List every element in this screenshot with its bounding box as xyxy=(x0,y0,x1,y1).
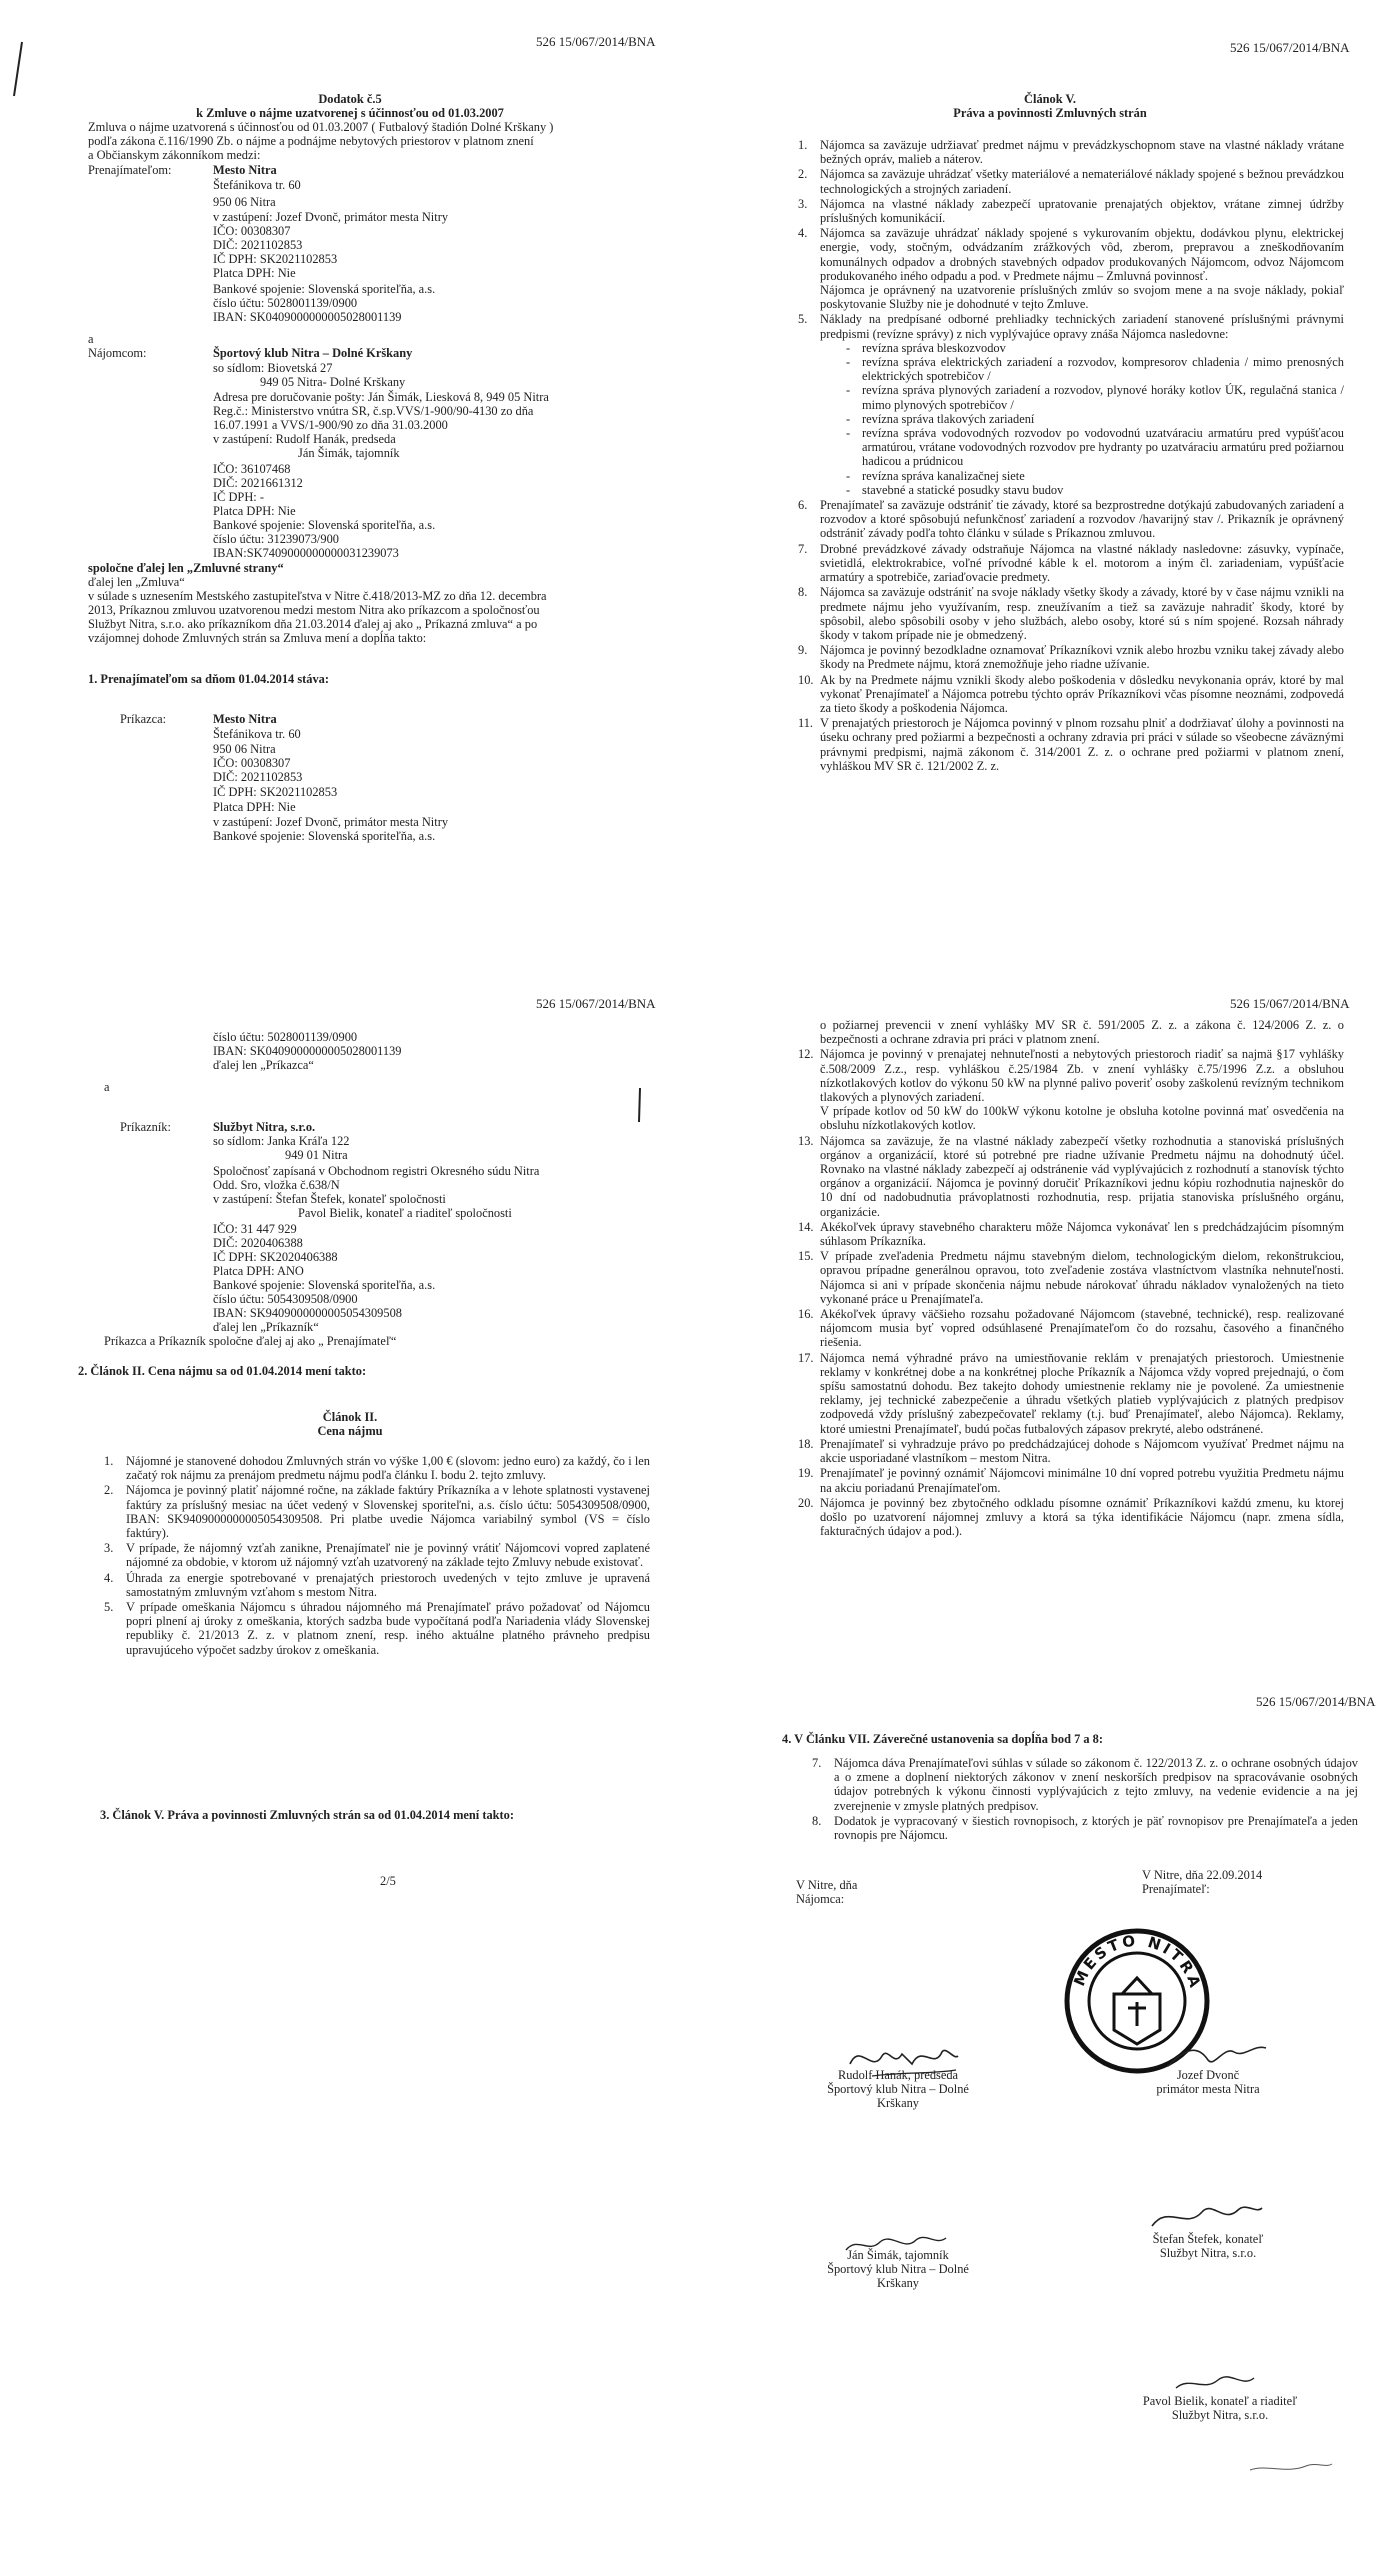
doc-reference: 526 15/067/2014/BNA xyxy=(536,34,656,49)
landlord-line: DIČ: 2021102853 xyxy=(213,238,303,252)
joint-line: 2013, Príkaznou zmluvou uzatvorenou medzi mestom Nitra ako príkazcom a spoločnosťou xyxy=(88,603,540,617)
tenant-line: 949 05 Nitra- Dolné Krškany xyxy=(260,375,406,389)
item-text: V prenajatých priestoroch je Nájomca povinný v plnom rozsahu plniť a dodržiavať úlohy a povinnosti na úseku ochrany pred požiarmi a bezpečnosti a ochrany zdravia pri práci v súlade so všeobecne záväznými právnymi predpismi, najmä zákonom č. 314/2001 Z. z. o ochrane pred požiarmi v platnom znení, vyhláškou MV SR č. 121/2002 Z. z. xyxy=(820,716,1344,773)
place-date-left: V Nitre, dňa xyxy=(796,1878,858,1892)
tenant-name: Športový klub Nitra – Dolné Krškany xyxy=(213,346,413,360)
article-item xyxy=(798,1496,1344,1539)
article-5-title: Článok V. xyxy=(1024,92,1076,106)
item-text: Nájomné je stanovené dohodou Zmluvných strán vo výške 1,00 € (slovom: jedno euro) za každý, čo i len začatý rok nájmu za prenájom predmetu nájmu podľa článku I. bodu 2. tejto zmluvy. xyxy=(126,1454,650,1483)
item-number: 9. xyxy=(798,643,808,658)
revision-list-item: - revízna správa tlakových zariadení xyxy=(846,412,1344,426)
revision-list-item: - revízna správa elektrických zariadení a rozvodov, kompresorov chladenia / mimo prenosných elektrických spotrebičov / xyxy=(846,355,1344,383)
item-number: 13. xyxy=(798,1133,814,1148)
item-text: Drobné prevádzkové závady odstraňuje Nájomca na vlastné náklady nasledovne: zásuvky, vypínače, svietidlá, elektrokrabice, voľné prívodné káble k el. motorom a iným čl. zariadeniam, vypúšťacie armatúry a spotrebiče, zariaďovacie predmety. xyxy=(820,541,1344,585)
article-item xyxy=(798,1220,1344,1248)
agent-line: 949 01 Nitra xyxy=(285,1148,348,1162)
article-item xyxy=(798,1018,1344,1046)
signature-block-hanak xyxy=(808,2068,988,2111)
landlord-line: IČO: 00308307 xyxy=(213,224,291,238)
section-3-heading: 3. Článok V. Práva a povinnosti Zmluvných strán sa od 01.04.2014 mení takto: xyxy=(100,1808,514,1822)
article-item xyxy=(104,1483,650,1540)
agent-line: DIČ: 2020406388 xyxy=(213,1236,303,1250)
item-number: 2. xyxy=(798,167,808,182)
signatory-org: Službyt Nitra, s.r.o. xyxy=(1159,2246,1257,2261)
article-item xyxy=(798,167,1344,195)
item-text: Nájomca sa zaväzuje odstrániť na svoje náklady všetky škody a závady, ktoré by v čase nájmu vznikli na predmete nájmu jeho využívaním, resp. zneužívaním a tiež sa zaväzuje nahradiť škody, ktoré by spôsobil, alebo spôsobili osoby v jeho službách, alebo osoby, ktoré sú s ním spojené. Rozsah náhrady škody v takom prípade nie je obmedzený. xyxy=(820,585,1344,642)
doc-reference: 526 15/067/2014/BNA xyxy=(536,996,656,1011)
item-text: o požiarnej prevencii v znení vyhlášky MV SR č. 591/2005 Z. z. a zákona č. 124/2006 Z. z. o bezpečnosti a ochrane zdravia pri práci v platnom znení. xyxy=(820,1018,1344,1047)
item-text: Nájomca je povinný v prenajatej nehnuteľnosti a nebytových priestoroch riadiť sa najmä §17 vyhlášky č.508/2009 Z.z., resp. vyhláškou č.25/1984 Zb. v znení vyhlášky č.75/1996 Z.z. a obsluhou nízkotlakových kotlov do výkonu 50 kW na plynné palivo poveriť osoby zaškolenú revízným technikom tlakových a plynových zariadení. xyxy=(820,1047,1344,1105)
article-7-items xyxy=(812,1756,1358,1843)
item-text: Nájomca sa zaväzuje udržiavať predmet nájmu v prevádzkyschopnom stave na vlastné náklady vrátane bežných opráv, malieb a náterov. xyxy=(820,138,1344,167)
item-number: 2. xyxy=(104,1483,114,1498)
landlord-line: Bankové spojenie: Slovenská sporiteľňa, a.s. xyxy=(213,282,436,296)
agent-line: číslo účtu: 5054309508/0900 xyxy=(213,1292,358,1306)
doc-reference: 526 15/067/2014/BNA xyxy=(1230,996,1350,1011)
parties-joint-line: Príkazca a Príkazník spoločne ďalej aj ako „ Prenajímateľ“ xyxy=(104,1334,397,1348)
item-number: 3. xyxy=(104,1541,114,1556)
margin-pen-mark xyxy=(8,40,28,100)
item-number: 19. xyxy=(798,1466,814,1481)
agent-line: Platca DPH: ANO xyxy=(213,1264,304,1278)
seal-lettering: MESTO NITRA xyxy=(1070,1931,1205,1993)
section-4-heading: 4. V Článku VII. Záverečné ustanovenia sa dopĺňa bod 7 a 8: xyxy=(782,1732,1103,1746)
principal-line: Platca DPH: Nie xyxy=(213,800,296,814)
item-text: Nájomca je povinný bezodkladne oznamovať Príkazníkovi vznik alebo hrozbu vzniku takej závady alebo škody na Predmete nájmu, ktorá znemožňuje jeho riadne užívanie. xyxy=(820,643,1344,672)
item-number: 7. xyxy=(812,1756,822,1770)
agent-line: IBAN: SK9409000000005054309508 xyxy=(213,1306,402,1320)
tenant-line: číslo účtu: 31239073/900 xyxy=(213,532,339,546)
revision-list-item: - revízna správa kanalizačnej siete xyxy=(846,469,1344,483)
article-item xyxy=(798,498,1344,541)
landlord-name: Mesto Nitra xyxy=(213,163,277,177)
page-1 xyxy=(0,0,700,970)
landlord-line: 950 06 Nitra xyxy=(213,195,276,209)
article-item xyxy=(104,1541,650,1569)
landlord-line: v zastúpení: Jozef Dvonč, primátor mesta Nitry xyxy=(213,210,449,224)
tenant-line: IČ DPH: - xyxy=(213,490,264,504)
article-item xyxy=(798,585,1344,642)
article-item xyxy=(798,1307,1344,1350)
and-separator: a xyxy=(88,332,94,346)
signatory-name: Jozef Dvonč xyxy=(1176,2068,1240,2082)
article-5-subtitle: Práva a povinnosti Zmluvných strán xyxy=(953,106,1147,120)
margin-pen-mark xyxy=(634,1086,646,1126)
principal-name: Mesto Nitra xyxy=(213,712,277,726)
tenant-label: Nájomcom: xyxy=(88,346,147,360)
article-item xyxy=(798,138,1344,166)
svg-text:MESTO NITRA xyxy=(1070,1932,1205,1993)
signatory-org: Športový klub Nitra – Dolné Krškany xyxy=(827,2262,969,2291)
item-text: Nájomca dáva Prenajímateľovi súhlas v súlade so zákonom č. 122/2013 Z. z. o ochrane osobných údajov a o zmene a doplnení niektorých zákonov v znení neskorších predpisov na spracovávanie osobných údajov potrebných k výkonu činnosti vyplývajúcich z tejto zmluvy, na vedenie evidencie a na jej zverejnenie v zmysle platných predpisov. xyxy=(834,1756,1358,1813)
principal-line: Štefánikova tr. 60 xyxy=(213,727,301,741)
article-item xyxy=(798,673,1344,716)
item-text: Nájomca sa zaväzuje, že na vlastné náklady zabezpečí všetky rozhodnutia a stanoviská príslušných orgánov a organizácií, ktoré sú potrebné pre riadne užívanie Predmetu nájmu na dohodnutý účel. Rovnako na vlastné náklady zabezpečí aj odstránenie vád vyplývajúcich z rozhodnutí a stanovísk týchto orgánov a organizácií. Nájomca je povinný doručiť Príkazníkovi jednu kópiu rozhodnutia najneskôr do 10 dní od nadobudnutia právoplatnosti rozhodnutia, resp. prijatia stanoviska príslušného orgánu, organizácie. xyxy=(820,1133,1344,1219)
intro-line: podľa zákona č.116/1990 Zb. o nájme a podnájme nebytových priestorov v platnom znení xyxy=(88,134,534,148)
item-text: Akékoľvek úpravy väčšieho rozsahu požadované Nájomcom (stavebné, technické), resp. realizované nájomcom musia byť vopred odsúhlasené Prenajímateľom čo do rozsahu, časového a finančného riešenia. xyxy=(820,1307,1344,1350)
page-number: 2/5 xyxy=(380,1874,396,1888)
article-item xyxy=(798,1437,1344,1465)
principal-line: DIČ: 2021102853 xyxy=(213,770,303,784)
principal-line: v zastúpení: Jozef Dvonč, primátor mesta Nitry xyxy=(213,815,449,829)
landlord-line: IBAN: SK0409000000005028001139 xyxy=(213,310,402,324)
item-text: Akékoľvek úpravy stavebného charakteru môže Nájomca vykonávať len s predchádzajúcim písomným súhlasom Príkazníka. xyxy=(820,1219,1344,1249)
item-text: Prenajímateľ si vyhradzuje právo po predchádzajúcej dohode s Nájomcom využívať Predmet nájmu na akcie usporiadané vlastníkom – mestom Nitra. xyxy=(820,1436,1344,1466)
item-text: Nájomca sa zaväzuje uhrádzať náklady spojené s vykurovaním objektu, dodávkou plynu, elektrickej energie, vody, stočným, odvádzaním zrážkových vôd, zberom, prepravou a zneškodňovaním komunálnych odpadov a drobných stavebných odpadov produkovaných Nájomcom, odvoz Nájomcom produkovaného iného odpadu a pod. v Predmete nájmu – Zmluvná povinnosť. xyxy=(820,226,1344,283)
landlord-line: IČ DPH: SK2021102853 xyxy=(213,252,338,266)
section-1-heading: 1. Prenajímateľom sa dňom 01.04.2014 stáva: xyxy=(88,672,329,686)
tenant-line: Bankové spojenie: Slovenská sporiteľňa, a.s. xyxy=(213,518,436,532)
item-number: 15. xyxy=(798,1249,814,1264)
intro-line: a Občianskym zákonníkom medzi: xyxy=(88,148,261,162)
landlord-line: Platca DPH: Nie xyxy=(213,266,296,280)
signatory-title: primátor mesta Nitra xyxy=(1156,2082,1260,2097)
item-text: V prípade omeškania Nájomcu s úhradou nájomného má Prenajímateľ právo požadovať od Nájomcu popri plnení aj úroky z omeškania, ktorých sadzba bude vypočítaná podľa Nariadenia vlády Slovenskej republiky č. 21/2013 Z. z. v platnom znení, resp. iného aktuálne platného právneho predpisu upravujúceho výpočet sadzby úrokov z omeškania. xyxy=(126,1600,650,1657)
item-text: Nájomca nemá výhradné právo na umiestňovanie reklám v prenajatých priestoroch. Umiestnenie reklamy v konkrétnej dobe a na konkrétnej ploche Príkazník a Nájomca vždy vopred prejednajú, o čom spíšu samostatnú dohodu. Bez takejto dohody umiestnenie reklamy nie je povolené. Za umiestnenie reklamy, jej technické zabezpečenie a úhradu všetkých platieb vyplývajúcich z platných predpisov zodpovedá vždy príslušný zabezpečovateľ reklamy (t.j. buď Prenajímateľ, alebo Nájomca). Reklamy, ktoré umiestni Prenajímateľ, budú počas futbalových zápasov prekryté, alebo odstránené. xyxy=(820,1350,1344,1436)
item-text: Nájomca je povinný bez zbytočného odkladu písomne oznámiť Príkazníkovi každú zmenu, ku ktorej došlo po uzatvorení nájomnej zmluvy a ktorá sa týka identifikácie Nájomcu (napr. zmena sídla, fakturačných údajov a pod.). xyxy=(820,1495,1344,1539)
signatory-name: Štefan Štefek, konateľ xyxy=(1152,2232,1264,2246)
item-number: 4. xyxy=(104,1570,114,1585)
article-item xyxy=(798,312,1344,497)
signatory-name: Rudolf Hanák, predseda xyxy=(837,2068,959,2082)
item-text: Náklady na predpísané odborné prehliadky technických zariadení stanovené príslušnými právnymi predpismi (revízne správy) z nich vyplývajúce opravy znáša Nájomca nasledovne: xyxy=(820,312,1344,341)
item-text: Nájomca na vlastné náklady zabezpečí upratovanie prenajatých objektov, vrátane zimnej údržby príslušných komunikácií. xyxy=(820,196,1344,226)
item-text: Prenajímateľ je povinný oznámiť Nájomcovi minimálne 10 dní vopred potrebu využitia Predmetu nájmu na akciu poriadanú Prenajímateľom. xyxy=(820,1466,1344,1495)
account-line: číslo účtu: 5028001139/0900 xyxy=(213,1030,358,1044)
tenant-line: so sídlom: Biovetská 27 xyxy=(213,361,333,375)
tenant-line: v zastúpení: Rudolf Hanák, predseda xyxy=(213,432,396,446)
tenant-line: Platca DPH: Nie xyxy=(213,504,296,518)
article-item xyxy=(798,1249,1344,1306)
signature-block-stefek xyxy=(1118,2232,1298,2260)
article-item xyxy=(798,226,1344,311)
doc-reference: 526 15/067/2014/BNA xyxy=(1256,1694,1376,1709)
item-extra-paragraph: Nájomca je oprávnený na uzatvorenie príslušných zmlúv so svojom mene a na svoje náklady, pokiaľ poskytovanie Služby nie je dohodnuté v tejto Zmluve. xyxy=(820,283,1344,312)
article-item xyxy=(798,1047,1344,1132)
joint-line: vzájomnej dohode Zmluvných strán sa Zmluva mení a dopĺňa takto: xyxy=(88,631,427,645)
item-text: Nájomca sa zaväzuje uhrádzať všetky materiálové a nemateriálové náklady spojené s bežnou prevádzkou technologických a strojných zariadení. xyxy=(820,167,1344,196)
article-item xyxy=(798,643,1344,671)
tenant-line: DIČ: 2021661312 xyxy=(213,476,303,490)
account-line: ďalej len „Príkazca“ xyxy=(213,1058,314,1072)
article-2-title: Článok II. xyxy=(322,1410,378,1424)
article-item xyxy=(104,1571,650,1599)
item-number: 6. xyxy=(798,498,808,513)
item-text: V prípade zveľadenia Predmetu nájmu stavebným dielom, technologickým dielom, rekonštrukciou, opravou prípadne generálnou opravou, toto zveľadenie zostáva vlastníctvom vlastníka nehnuteľnosti. Nájomca si ani v prípade skončenia nájmu nebude nárokovať úhradu nákladov vynaložených na tieto vykonané práce u Prenajímateľa. xyxy=(820,1249,1344,1306)
agent-line: Spoločnosť zapísaná v Obchodnom registri Okresného súdu Nitra xyxy=(213,1164,540,1178)
item-number: 8. xyxy=(798,585,808,600)
doc-reference: 526 15/067/2014/BNA xyxy=(1230,40,1350,55)
item-text: Prenajímateľ sa zaväzuje odstrániť tie závady, ktoré sa bezprostredne dotýkajú zabudovaných zariadení a rozvodov a ktoré spôsobujú nefunkčnosť zariadení a rozvodov /havarijný stav /. Prikazník je oprávnený odstrániť závady podľa tohto článku v súlade s Príkaznou zmluvou. xyxy=(820,498,1344,541)
agent-label: Príkazník: xyxy=(120,1120,171,1134)
signatory-role-left: Nájomca: xyxy=(796,1892,845,1906)
joint-line: spoločne ďalej len „Zmluvné strany“ xyxy=(88,561,284,575)
revision-list xyxy=(820,341,1344,497)
landlord-label: Prenajímateľom: xyxy=(88,163,172,177)
page-2 xyxy=(700,0,1400,970)
joint-line: Službyt Nitra, s.r.o. ako príkazníkom dňa 21.03.2014 ďalej aj ako „ Príkazná zmluva“ a po xyxy=(88,617,538,631)
principal-line: IČO: 00308307 xyxy=(213,756,291,770)
item-number: 5. xyxy=(798,312,808,327)
revision-list-item: - revízna správa bleskozvodov xyxy=(846,341,1344,355)
item-number: 11. xyxy=(798,716,814,731)
article-2-items xyxy=(104,1454,650,1658)
landlord-line: Štefánikova tr. 60 xyxy=(213,178,301,192)
article-5-items-continued xyxy=(798,1018,1344,1539)
tenant-line: Adresa pre doručovanie pošty: Ján Šimák, Liesková 8, 949 05 Nitra xyxy=(213,390,549,404)
principal-label: Príkazca: xyxy=(120,712,167,726)
article-2-subtitle: Cena nájmu xyxy=(317,1424,383,1438)
item-number: 20. xyxy=(798,1495,814,1510)
signatory-org: Službyt Nitra, s.r.o. xyxy=(1171,2408,1269,2423)
signatory-name: Ján Šimák, tajomník xyxy=(847,2248,949,2262)
revision-list-item: - stavebné a statické posudky stavu budov xyxy=(846,483,1344,497)
item-number: 14. xyxy=(798,1219,814,1234)
joint-line: ďalej len „Zmluva“ xyxy=(88,575,185,589)
page-4 xyxy=(700,986,1400,2556)
principal-line: Bankové spojenie: Slovenská sporiteľňa, a.s. xyxy=(213,829,436,843)
principal-line: IČ DPH: SK2021102853 xyxy=(213,785,338,799)
item-number: 5. xyxy=(104,1600,114,1615)
tenant-line: IČO: 36107468 xyxy=(213,462,291,476)
item-text: V prípade, že nájomný vzťah zanikne, Prenajímateľ nie je povinný vrátiť Nájomcovi vopred zaplatené nájomné za obdobie, v ktorom už nájomný vzťah uzatvorený na základe tejto Zmluvy nebude existovať. xyxy=(126,1541,650,1570)
agent-line: Odd. Sro, vložka č.638/N xyxy=(213,1178,340,1192)
article-item xyxy=(798,197,1344,225)
signature-block-simak xyxy=(808,2248,988,2291)
article-item xyxy=(104,1454,650,1482)
item-text: Nájomca je povinný platiť nájomné ročne, na základe faktúry Príkazníka a v lehote splatnosti vystavenej faktúry za príslušný mesiac na účet vedený v Slovenskej sporiteľni, a.s. číslo účtu: 5054309508/0900, IBAN: SK9409000000005054309508. Pri platbe uvedie Nájomca variabilný symbol (VS = číslo faktúry). xyxy=(126,1483,650,1541)
item-number: 4. xyxy=(798,226,808,241)
landlord-line: číslo účtu: 5028001139/0900 xyxy=(213,296,358,310)
tenant-line: 16.07.1991 a VVS/1-900/90 zo dňa 31.03.2000 xyxy=(213,418,448,432)
agent-line: IČ DPH: SK2020406388 xyxy=(213,1250,338,1264)
joint-line: v súlade s uznesením Mestského zastupiteľstva v Nitre č.418/2013-MZ zo dňa 12. decembra xyxy=(88,589,547,603)
item-text: Ak by na Predmete nájmu vznikli škody alebo poškodenia v dôsledku nevykonania opráv, ktoré by mal vykonať Prenajímateľ a Nájomca potrebu týchto opráv Príkazníkovi včas písomne neoznámi, zodpovedá za tieto škody a poškodenia Nájomca. xyxy=(820,672,1344,715)
article-5-items xyxy=(798,138,1344,774)
agent-line: so sídlom: Janka Kráľa 122 xyxy=(213,1134,350,1148)
article-item xyxy=(798,1466,1344,1494)
item-extra-paragraph: V prípade kotlov od 50 kW do 100kW výkonu kotolne je obsluha kotolne povinná mať osvedčenia na obsluhu nízkotlakových kotlov. xyxy=(820,1104,1344,1133)
item-number: 12. xyxy=(798,1047,814,1062)
amendment-subtitle: k Zmluve o nájme uzatvorenej s účinnosťou od 01.03.2007 xyxy=(196,106,504,120)
agent-line: v zastúpení: Štefan Štefek, konateľ spoločnosti xyxy=(213,1192,446,1206)
agent-line: Pavol Bielik, konateľ a riaditeľ spoločnosti xyxy=(298,1206,512,1220)
item-number: 1. xyxy=(104,1454,114,1468)
article-item xyxy=(798,1351,1344,1436)
tenant-line: Reg.č.: Ministerstvo vnútra SR, č.sp.VVS/1-900/90-4130 zo dňa xyxy=(213,404,534,418)
signature-block-bielik xyxy=(1110,2394,1330,2422)
page-3 xyxy=(0,986,700,1956)
item-number: 17. xyxy=(798,1350,814,1365)
principal-line: 950 06 Nitra xyxy=(213,742,276,756)
signature-block-dvonc xyxy=(1118,2068,1298,2096)
agent-line: Bankové spojenie: Slovenská sporiteľňa, a.s. xyxy=(213,1278,436,1292)
revision-list-item: - revízna správa plynových zariadení a rozvodov, plynové horáky kotlov ÚK, regulačná stanica / mimo plynových spotrebičov / xyxy=(846,383,1344,411)
item-number: 10. xyxy=(798,672,814,687)
article-item xyxy=(798,542,1344,585)
amendment-title: Dodatok č.5 xyxy=(318,92,382,106)
tenant-line: Ján Šimák, tajomník xyxy=(298,446,400,460)
and-separator: a xyxy=(104,1080,110,1094)
item-number: 3. xyxy=(798,196,808,211)
signatory-name: Pavol Bielik, konateľ a riaditeľ xyxy=(1142,2394,1298,2408)
item-number: 18. xyxy=(798,1436,814,1451)
section-2-heading: 2. Článok II. Cena nájmu sa od 01.04.2014 mení takto: xyxy=(78,1364,367,1378)
agent-line: ďalej len „Príkazník“ xyxy=(213,1320,319,1334)
place-date-right: V Nitre, dňa 22.09.2014 xyxy=(1142,1868,1263,1882)
agent-name: Službyt Nitra, s.r.o. xyxy=(213,1120,316,1134)
article-item xyxy=(104,1600,650,1657)
signatory-role-right: Prenajímateľ: xyxy=(1142,1882,1210,1896)
article-item xyxy=(812,1756,1358,1813)
article-item xyxy=(812,1814,1358,1842)
article-item xyxy=(798,716,1344,773)
signatory-org: Športový klub Nitra – Dolné Krškany xyxy=(827,2082,969,2111)
tenant-line: IBAN:SK7409000000000031239073 xyxy=(213,546,399,560)
handwritten-signature xyxy=(1246,2454,1336,2484)
item-text: Úhrada za energie spotrebované v prenajatých priestoroch uvedených v tejto zmluve je upravená samostatným zmluvným vzťahom s mestom Nitra. xyxy=(126,1570,650,1599)
item-number: 8. xyxy=(812,1813,822,1828)
agent-line: IČO: 31 447 929 xyxy=(213,1222,297,1236)
item-text: Dodatok je vypracovaný v šiestich rovnopisoch, z ktorých je päť rovnopisov pre Prenajímateľa a jeden rovnopis pre Nájomcu. xyxy=(834,1813,1358,1843)
account-line: IBAN: SK0409000000005028001139 xyxy=(213,1044,402,1058)
article-item xyxy=(798,1134,1344,1219)
item-number: 16. xyxy=(798,1307,814,1322)
revision-list-item: - revízna správa vodovodných rozvodov po vodovodnú uzatváraciu armatúru pred vypúšťacou armatúrou, vrátane vodovodných rozvodov pre hydranty po uzatváraciu armatúru pred požiarnou hadicou a prúdnicou xyxy=(846,426,1344,469)
item-number: 1. xyxy=(798,138,808,152)
intro-line: Zmluva o nájme uzatvorená s účinnosťou od 01.03.2007 ( Futbalový štadión Dolné Krškany ) xyxy=(88,120,554,134)
item-number: 7. xyxy=(798,541,808,556)
